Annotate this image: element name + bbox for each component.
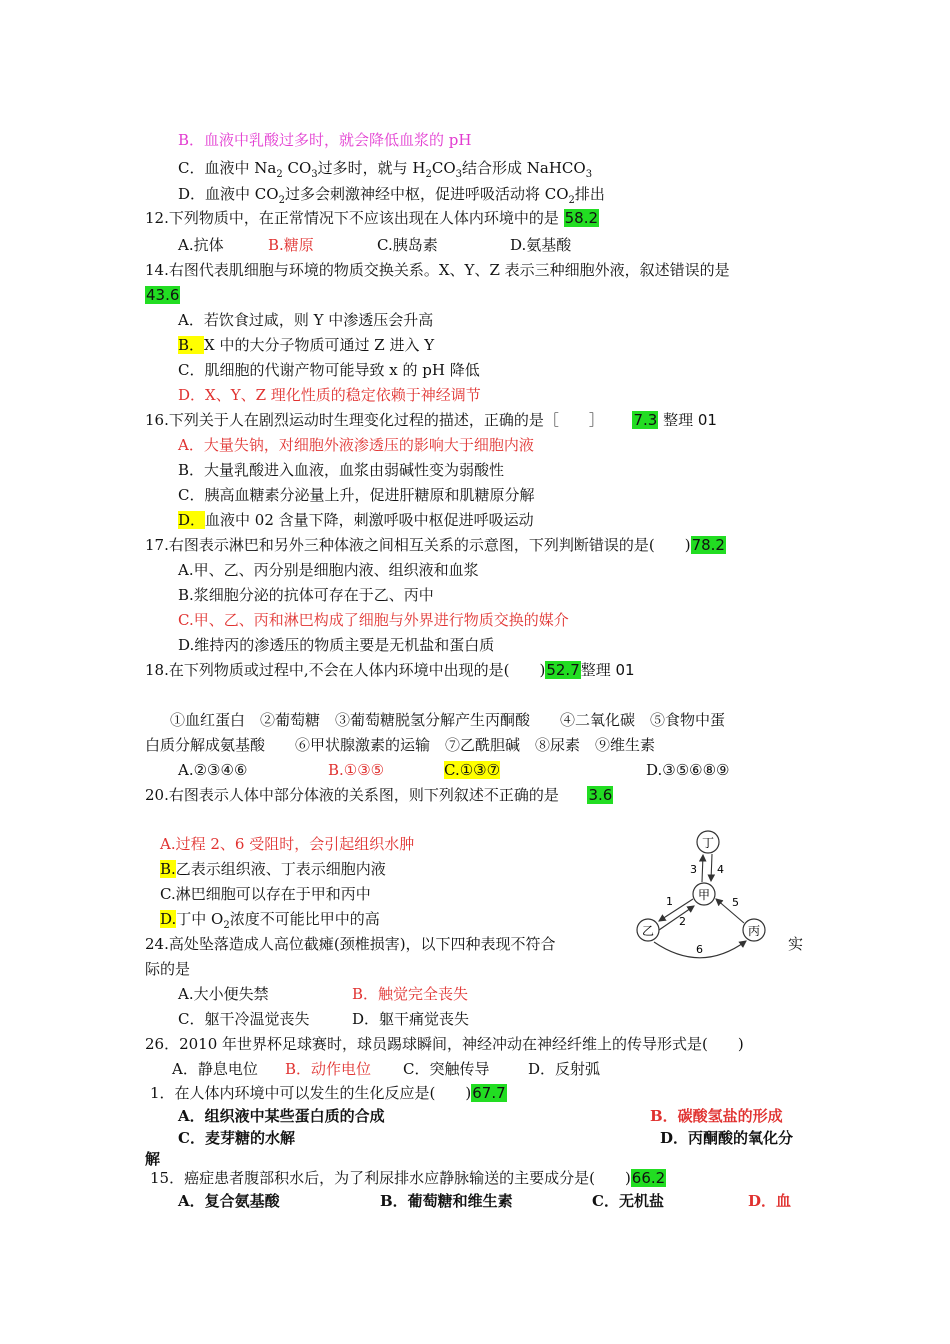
label-4: 4 bbox=[717, 863, 724, 876]
score-badge: 66.2 bbox=[631, 1169, 666, 1187]
q18-items-line1: ①血红蛋白 ②葡萄糖 ③葡萄糖脱氢分解产生丙酮酸 ④二氧化碳 ⑤食物中蛋 bbox=[170, 711, 726, 729]
node-yi-label: 乙 bbox=[641, 924, 655, 938]
q18-stem: 18.在下列物质或过程中,不会在人体内环境中出现的是( )52.7整理 01 bbox=[145, 661, 635, 679]
score-badge: 58.2 bbox=[564, 209, 599, 227]
label-1: 1 bbox=[666, 895, 673, 908]
q18-option-c: C.①③⑦ bbox=[444, 761, 501, 779]
q18-option-d: D.③⑤⑥⑧⑨ bbox=[646, 761, 730, 779]
q24-option-b: B．触觉完全丧失 bbox=[352, 985, 469, 1003]
q1-option-d: D．丙酮酸的氧化分 bbox=[660, 1129, 794, 1147]
q11-option-c: C．血液中 $Na_2$ $CO_3$过多时，就与 $H_2CO_3$结合形成 NaHCO$_3$ bbox=[178, 159, 593, 180]
q24-stem-line2: 际的是 bbox=[145, 960, 191, 978]
q14-option-b: B．X 中的大分子物质可通过 Z 进入 Y bbox=[178, 336, 435, 354]
q17-option-b: B.浆细胞分泌的抗体可存在于乙、丙中 bbox=[178, 586, 434, 604]
q1-option-c: C．麦芽糖的水解 bbox=[178, 1129, 295, 1147]
q16-option-a: A．大量失钠，对细胞外液渗透压的影响大于细胞内液 bbox=[178, 436, 534, 454]
q14-option-c: C．肌细胞的代谢产物可能导致 x 的 pH 降低 bbox=[178, 361, 480, 379]
q12-option-d: D.氨基酸 bbox=[510, 236, 572, 254]
score-badge: 7.3 bbox=[633, 411, 658, 429]
q24-stem-tail: 实 bbox=[788, 935, 804, 953]
q20-option-b: B.乙表示组织液、丁表示细胞内液 bbox=[160, 860, 386, 878]
q20-option-d: D.丁中 $O_2$浓度不可能比甲中的高 bbox=[160, 910, 380, 931]
q15-option-d: D．血 bbox=[748, 1192, 792, 1210]
q18-items-line2: 白质分解成氨基酸 ⑥甲状腺激素的运输 ⑦乙酰胆碱 ⑧尿素 ⑨维生素 bbox=[145, 736, 656, 754]
score-badge: 67.7 bbox=[472, 1084, 506, 1102]
label-6: 6 bbox=[696, 943, 703, 956]
q15-option-c: C．无机盐 bbox=[592, 1192, 664, 1210]
node-ding-label: 丁 bbox=[701, 836, 715, 850]
q15-option-b: B．葡萄糖和维生素 bbox=[380, 1192, 513, 1210]
q1-option-a: A．组织液中某些蛋白质的合成 bbox=[178, 1107, 385, 1125]
arrow-5 bbox=[716, 899, 744, 923]
q20-option-a: A.过程 2、6 受阻时，会引起组织水肿 bbox=[160, 835, 415, 853]
score-badge: 3.6 bbox=[588, 786, 613, 804]
q18-option-b: B.①③⑤ bbox=[328, 761, 385, 779]
q26-option-c: C．突触传导 bbox=[403, 1060, 490, 1078]
q16-stem: 16.下列关于人在剧烈运动时生理变化过程的描述，正确的是［ ］ 7.3 整理 01 bbox=[145, 411, 717, 429]
label-5: 5 bbox=[732, 896, 739, 909]
score-badge: 52.7 bbox=[546, 661, 580, 679]
q16-option-b: B．大量乳酸进入血液，血浆由弱碱性变为弱酸性 bbox=[178, 461, 505, 479]
q17-option-d: D.维持丙的渗透压的物质主要是无机盐和蛋白质 bbox=[178, 636, 495, 654]
node-bing-label: 丙 bbox=[747, 924, 761, 938]
q14-option-d: D．X、Y、Z 理化性质的稳定依赖于神经调节 bbox=[178, 386, 481, 404]
arrow-3 bbox=[702, 855, 703, 882]
q26-stem: 26．2010 年世界杯足球赛时，球员踢球瞬间，神经冲动在神经纤维上的传导形式是( ) bbox=[145, 1035, 744, 1053]
q20-option-c: C.淋巴细胞可以存在于甲和丙中 bbox=[160, 885, 371, 903]
q26-option-a: A．静息电位 bbox=[172, 1060, 258, 1078]
q16-option-c: C．胰高血糖素分泌量上升，促进肝糖原和肌糖原分解 bbox=[178, 486, 535, 504]
q24-option-d: D．躯干痛觉丧失 bbox=[352, 1010, 470, 1028]
q17-stem: 17.右图表示淋巴和另外三种体液之间相互关系的示意图，下列判断错误的是( )78.2 bbox=[145, 536, 725, 554]
arrow-4 bbox=[711, 854, 712, 881]
q12-option-c: C.胰岛素 bbox=[377, 236, 438, 254]
q20-stem: 20.右图表示人体中部分体液的关系图，则下列叙述不正确的是 3.6 bbox=[145, 786, 613, 804]
label-3: 3 bbox=[690, 863, 697, 876]
score-badge: 78.2 bbox=[691, 536, 725, 554]
node-jia-label: 甲 bbox=[697, 888, 711, 902]
q11-option-d: D．血液中 $CO_2$过多会刺激神经中枢，促进呼吸活动将 $CO_2$排出 bbox=[178, 185, 605, 206]
q17-option-c: C.甲、乙、丙和淋巴构成了细胞与外界进行物质交换的媒介 bbox=[178, 611, 569, 629]
q12-option-a: A.抗体 bbox=[178, 236, 224, 254]
q18-option-a: A.②③④⑥ bbox=[178, 761, 248, 779]
q15-option-a: A．复合氨基酸 bbox=[178, 1192, 280, 1210]
q1-stem: 1．在人体内环境中可以发生的生化反应是( )67.7 bbox=[150, 1084, 506, 1102]
q1-option-b: B．碳酸氢盐的形成 bbox=[650, 1107, 783, 1125]
q24-option-c: C．躯干冷温觉丧失 bbox=[178, 1010, 310, 1028]
q24-option-a: A.大小便失禁 bbox=[178, 985, 269, 1003]
score-badge: 43.6 bbox=[146, 286, 180, 304]
q14-option-a: A．若饮食过咸，则 Y 中渗透压会升高 bbox=[178, 311, 434, 329]
q26-option-b: B．动作电位 bbox=[285, 1060, 372, 1078]
q16-option-d: D．血液中 02 含量下降，刺激呼吸中枢促进呼吸运动 bbox=[178, 511, 534, 529]
q12-stem: 12.下列物质中，在正常情况下不应该出现在人体内环境中的是 58.2 bbox=[145, 209, 599, 227]
q17-option-a: A.甲、乙、丙分别是细胞内液、组织液和血浆 bbox=[178, 561, 479, 579]
q12-option-b: B.糖原 bbox=[268, 236, 314, 254]
body-fluid-diagram bbox=[628, 826, 780, 974]
q26-option-d: D．反射弧 bbox=[528, 1060, 601, 1078]
q11-option-b: B．血液中乳酸过多时，就会降低血浆的 pH bbox=[178, 131, 472, 149]
q24-stem: 24.高处坠落造成人高位截瘫(颈椎损害)，以下四种表现不符合 bbox=[145, 935, 556, 953]
q14-score-line bbox=[145, 283, 180, 307]
q14-stem: 14.右图代表肌细胞与环境的物质交换关系。X、Y、Z 表示三种细胞外液，叙述错误的是 bbox=[145, 261, 730, 279]
q15-stem: 15．癌症患者腹部积水后，为了利尿排水应静脉输送的主要成分是( )66.2 bbox=[150, 1169, 666, 1187]
label-2: 2 bbox=[679, 915, 686, 928]
q1-option-d-cont: 解 bbox=[145, 1150, 161, 1168]
